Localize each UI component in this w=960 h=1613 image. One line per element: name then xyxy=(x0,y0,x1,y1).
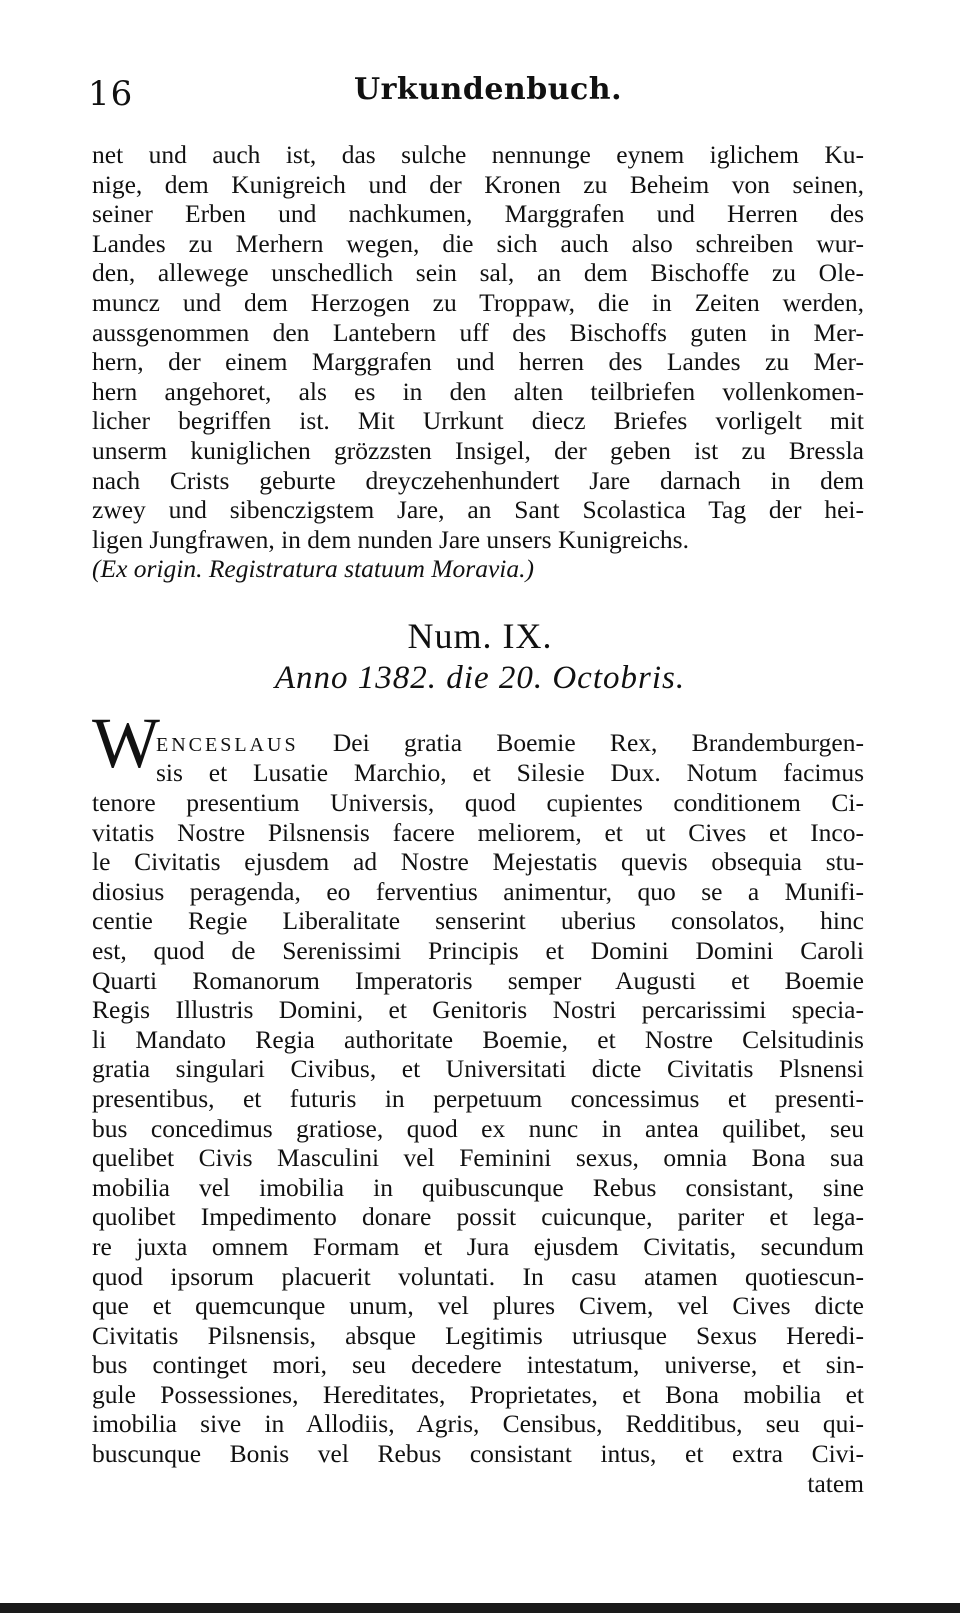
text-line: bus concedimus gratiose, quod ex nunc in antea quilibet, seu xyxy=(92,1113,864,1143)
catchword: tatem xyxy=(807,1469,864,1498)
text-line: mobilia vel imobilia in quibuscunque Rebus consistant, sine xyxy=(92,1172,864,1202)
text-line: Regis Illustris Domini, et Genitoris Nostri percarissimi specia- xyxy=(92,995,864,1025)
text-line: sis et Lusatie Marchio, et Silesie Dux. Notum facimus xyxy=(156,757,864,787)
text-line: den, allewege unschedlich sein sal, an dem Bischoffe zu Ole- xyxy=(92,258,864,288)
text-line: que et quemcunque unum, vel plures Civem, vel Cives dicte xyxy=(92,1291,864,1321)
text-line: hern angehoret, als es in den alten teilbriefen vollenkomen- xyxy=(92,376,864,406)
text-line: quod ipsorum placuerit voluntati. In casu atamen quotiescun- xyxy=(92,1261,864,1291)
page-bottom-edge xyxy=(0,1603,960,1613)
drop-cap-initial: W xyxy=(92,703,160,783)
text-line: presentibus, et futuris in perpetuum concessimus et presenti- xyxy=(92,1083,864,1113)
text-line: aussgenommen den Lantebern uff des Bischoffs guten in Mer- xyxy=(92,317,864,347)
text-line: licher begriffen ist. Mit Urrkunt diecz Briefes vorligelt mit xyxy=(92,406,864,436)
text-line: gratia singulari Civibus, et Universitati dicte Civitatis Plsnensi xyxy=(92,1054,864,1084)
text-line: Civitatis Pilsnensis, absque Legitimis utriusque Sexus Heredi- xyxy=(92,1320,864,1350)
opening-name: ENCESLAUS xyxy=(156,734,299,756)
text-line: est, quod de Serenissimi Principis et Domini Domini Caroli xyxy=(92,935,864,965)
text-line: net und auch ist, das sulche nennunge eynem iglichem Ku- xyxy=(92,140,864,169)
text-line: nach Crists geburte dreyczehenhundert Jare darnach in dem xyxy=(92,465,864,495)
text-line: buscunque Bonis vel Rebus consistant intus, et extra Civi- xyxy=(92,1439,864,1469)
text-line: centie Regie Liberalitate senserint uberius consolatos, hinc xyxy=(92,906,864,936)
text-line: diosius peragenda, eo ferventius animentur, quo se a Munifi- xyxy=(92,876,864,906)
source-note: (Ex origin. Registratura statuum Moravia.) xyxy=(92,554,534,584)
text-line: seiner Erben und nachkumen, Marggrafen und Herren des xyxy=(92,199,864,229)
text-line: Landes zu Merhern wegen, die sich auch also schreiben wur- xyxy=(92,228,864,258)
text-line: imobilia sive in Allodiis, Agris, Censibus, Redditibus, seu qui- xyxy=(92,1409,864,1439)
text-line: hern, der einem Marggrafen und herren des Landes zu Mer- xyxy=(92,347,864,377)
page-header xyxy=(88,72,888,112)
charter-text-block xyxy=(92,788,864,1469)
text-line: quolibet Impedimento donare possit cuicunque, pariter et lega- xyxy=(92,1202,864,1232)
text-line xyxy=(156,728,864,758)
text-line: vitatis Nostre Pilsnensis facere meliorem, et ut Cives et Inco- xyxy=(92,817,864,847)
page-number: 16 xyxy=(88,74,134,114)
text-line: ligen Jungfrawen, in dem nunden Jare unsers Kunigreichs. xyxy=(92,524,689,554)
running-head: Urkundenbuch. xyxy=(353,72,623,107)
text-line: zwey und sibenczigstem Jare, an Sant Scolastica Tag der hei- xyxy=(92,495,864,525)
text-line: nige, dem Kunigreich und der Kronen zu Beheim von seinen, xyxy=(92,169,864,199)
text-line: li Mandato Regia authoritate Boemie, et Nostre Celsitudinis xyxy=(92,1024,864,1054)
charter-opening-lines xyxy=(156,728,864,787)
document-number-heading: Num. IX. xyxy=(407,616,553,656)
text-line: bus continget mori, seu decedere intestatum, universe, et sin- xyxy=(92,1350,864,1380)
text-line: Quarti Romanorum Imperatoris semper Augusti et Boemie xyxy=(92,965,864,995)
text-line: re juxta omnem Formam et Jura ejusdem Civitatis, secundum xyxy=(92,1231,864,1261)
continued-text-block xyxy=(92,140,864,584)
text-line: muncz und dem Herzogen zu Troppaw, die in Zeiten werden, xyxy=(92,287,864,317)
text-line: unserm kuniglichen grözzsten Insigel, der geben ist zu Bressla xyxy=(92,435,864,465)
text-line: le Civitatis ejusdem ad Nostre Mejestatis quevis obsequia stu- xyxy=(92,847,864,877)
document-date-heading: Anno 1382. die 20. Octobris. xyxy=(274,660,686,696)
text-line: gule Possessiones, Hereditates, Proprietates, et Bona mobilia et xyxy=(92,1379,864,1409)
text-line: tenore presentium Universis, quod cupientes conditionem Ci- xyxy=(92,788,864,817)
text-line: quelibet Civis Masculini vel Feminini sexus, omnia Bona sua xyxy=(92,1143,864,1173)
opening-line-rest: Dei gratia Boemie Rex, Brandemburgen- xyxy=(332,728,864,757)
catchword-block xyxy=(92,1469,864,1499)
